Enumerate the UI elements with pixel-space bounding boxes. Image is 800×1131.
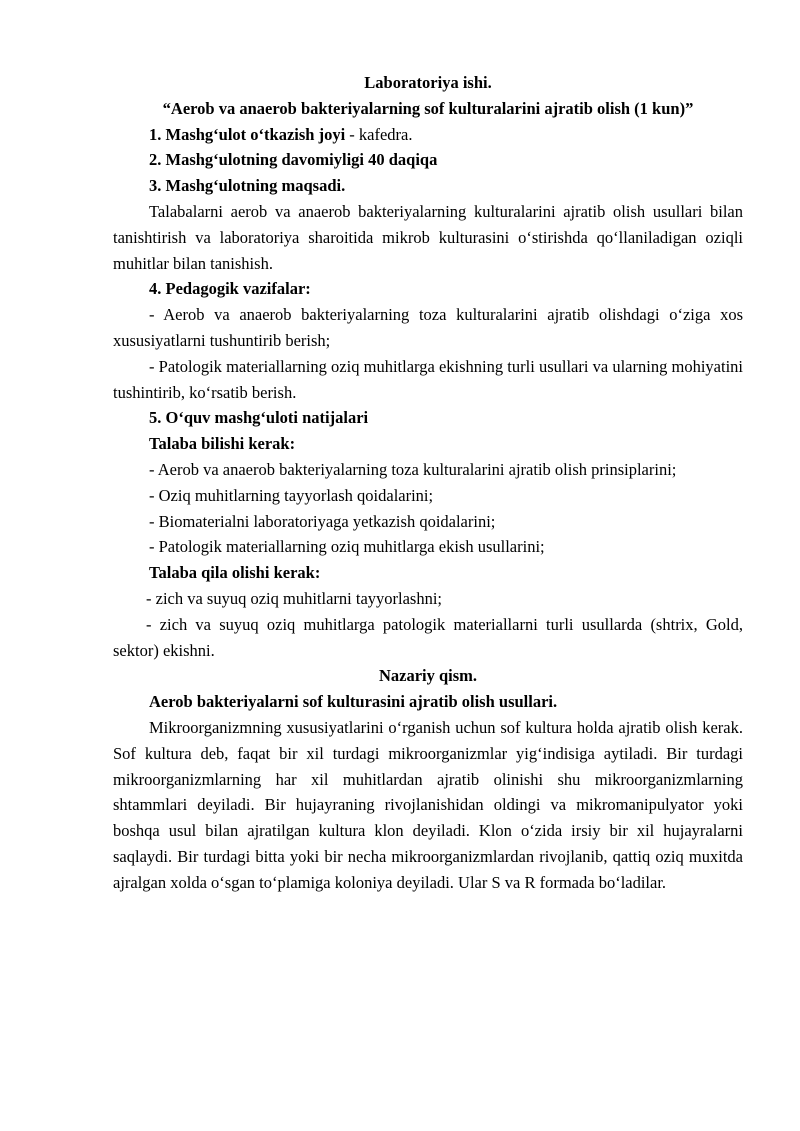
item-location bbox=[113, 122, 743, 148]
item-duration: 2. Mashg‘ulotning davomiyligi 40 daqiqa bbox=[149, 150, 438, 170]
must-do-item: - zich va suyuq oziq muhitlarga patologik materiallarni turli usullarda (shtrix, Gold, sektor) ekishni. bbox=[113, 614, 743, 660]
document-body bbox=[113, 70, 743, 896]
must-know-item: - Patologik materiallarning oziq muhitlarga ekish usullarini; bbox=[149, 537, 545, 557]
item-location-value: - kafedra. bbox=[345, 124, 413, 144]
theory-paragraph: Mikroorganizmning xususiyatlarini o‘rganish uchun sof kultura holda ajratib olish kerak. Sof kultura deb, faqat bir xil turdagi mikroorganizmlar yig‘indisiga aytiladi. Bir turdagi mikroorganizmlarning har xil muhitlardan ajratib olinishi shu mikroorganizmlarning shtammlari deyiladi. Bir hujayraning rivojlanishidan oldingi va mikromanipulyator yoki boshqa usul bilan ajratilgan kultura klon deyiladi. Klon o‘zida irsiy bir xil hujayralarni saqlaydi. Bir turdagi bitta yoki bir necha mikroorganizmlardan rivojlanib, qattiq oziq muxitda ajralgan xolda o‘sgan to‘plamiga koloniya deyiladi. Ular S va R formada bo‘ladilar. bbox=[113, 717, 743, 892]
theory-subheading: Aerob bakteriyalarni sof kulturasini ajratib olish usullari. bbox=[149, 692, 558, 712]
must-know-heading: Talaba bilishi kerak: bbox=[149, 434, 296, 454]
must-do-item: - zich va suyuq oziq muhitlarni tayyorlashni; bbox=[146, 588, 443, 608]
must-know-item: - Aerob va anaerob bakteriyalarning toza kulturalarini ajratib olish prinsiplarini; bbox=[149, 459, 677, 479]
pedagogic-tasks-heading: 4. Pedagogik vazifalar: bbox=[149, 279, 311, 299]
must-know-item: - Oziq muhitlarning tayyorlash qoidalarini; bbox=[149, 485, 434, 505]
purpose-paragraph: Talabalarni aerob va anaerob bakteriyalarning kulturalarini ajratib olish usullari bilan tanishtirish va laboratoriya sharoitida mikrob kulturasini o‘stirishda qo‘llaniladigan oziqli muhitlar bilan tanishish. bbox=[113, 201, 743, 273]
pedagogic-task-item: - Aerob va anaerob bakteriyalarning toza kulturalarini ajratib olishdagi o‘ziga xos xususiyatlarni tushuntirib berish; bbox=[113, 305, 743, 350]
results-heading: 5. O‘quv mashg‘uloti natijalari bbox=[149, 408, 369, 428]
item-purpose-heading: 3. Mashg‘ulotning maqsadi. bbox=[149, 176, 346, 196]
document-title: Laboratoriya ishi. bbox=[364, 73, 492, 92]
must-know-item: - Biomaterialni laboratoriyaga yetkazish qoidalarini; bbox=[149, 511, 496, 531]
must-do-heading: Talaba qila olishi kerak: bbox=[149, 563, 321, 583]
theory-heading: Nazariy qism. bbox=[378, 666, 478, 686]
item-location-label: 1. Mashg‘ulot o‘tkazish joyi bbox=[149, 124, 346, 144]
pedagogic-task-item: - Patologik materiallarning oziq muhitlarga ekishning turli usullari va ularning mohiyatini tushintirib, ko‘rsatib berish. bbox=[113, 356, 743, 402]
document-subtitle: “Aerob va anaerob bakteriyalarning sof kulturalarini ajratib olish (1 kun)” bbox=[162, 98, 694, 118]
